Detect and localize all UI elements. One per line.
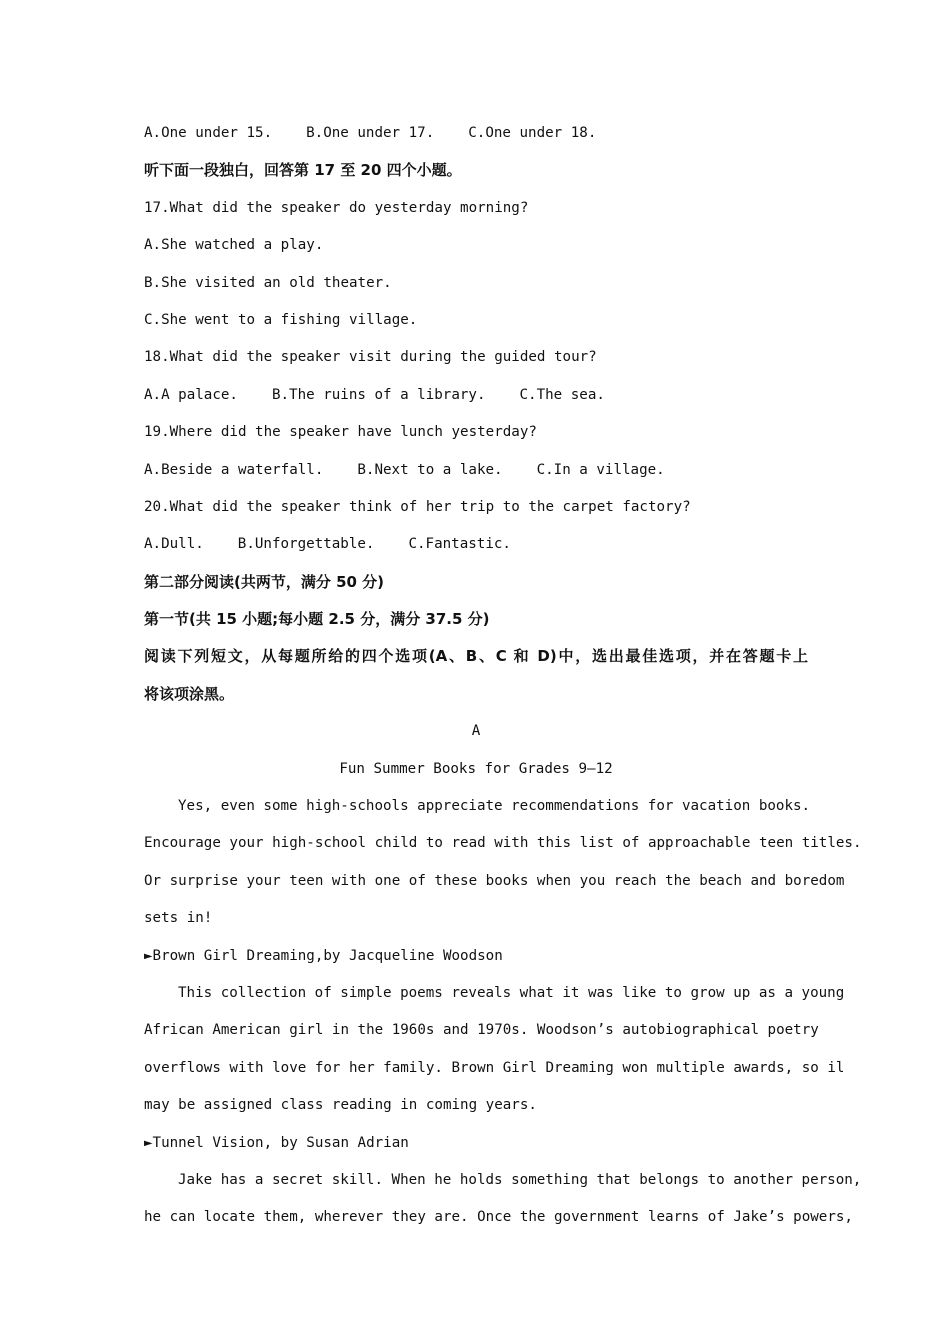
section-one-heading: 第一节(共 15 小题;每小题 2.5 分，满分 37.5 分) bbox=[144, 610, 490, 629]
options-row-16 bbox=[144, 115, 808, 152]
book-description-line: overflows with love for her family. Brown Girl Dreaming won multiple awards, so il bbox=[144, 1059, 845, 1076]
question-19: 19.Where did the speaker have lunch yesterday? bbox=[144, 424, 537, 441]
book-description-line: This collection of simple poems reveals what it was like to grow up as a young bbox=[178, 984, 845, 1001]
book-heading-brown-girl-dreaming: ►Brown Girl Dreaming,by Jacqueline Woodson bbox=[144, 947, 503, 964]
option-c: C.The sea. bbox=[519, 386, 605, 403]
option-b: B.Next to a lake. bbox=[357, 461, 503, 478]
intro-paragraph-line: Yes, even some high-schools appreciate recommendations for vacation books. bbox=[178, 798, 811, 815]
option-a: A.Dull. bbox=[144, 536, 204, 553]
passage-title: Fun Summer Books for Grades 9—12 bbox=[339, 760, 613, 777]
passage-letter: A bbox=[471, 723, 481, 740]
option-b: B.Unforgettable. bbox=[237, 536, 375, 553]
intro-paragraph-line: sets in! bbox=[144, 910, 213, 927]
options-row-20 bbox=[144, 526, 808, 563]
instruction-17-20: 听下面一段独白，回答第 17 至 20 四个小题。 bbox=[144, 161, 462, 180]
question-20: 20.What did the speaker think of her trip to the carpet factory? bbox=[144, 498, 691, 515]
book-description-line: Jake has a secret skill. When he holds something that belongs to another person, bbox=[178, 1171, 862, 1188]
question-17: 17.What did the speaker do yesterday morning? bbox=[144, 199, 529, 216]
reading-directions-cont: 将该项涂黑。 bbox=[144, 684, 235, 703]
option-a: A.Beside a waterfall. bbox=[144, 461, 324, 478]
option-c: C.Fantastic. bbox=[408, 536, 511, 553]
option-b: B.One under 17. bbox=[306, 125, 435, 141]
part-two-heading: 第二部分阅读(共两节，满分 50 分) bbox=[144, 572, 385, 591]
option-c: C.In a village. bbox=[536, 461, 665, 478]
question-17-option-c: C.She went to a fishing village. bbox=[144, 311, 418, 328]
options-row-18 bbox=[144, 377, 808, 414]
book-description-line: he can locate them, wherever they are. Once the government learns of Jake’s powers, bbox=[144, 1209, 853, 1226]
book-heading-tunnel-vision: ►Tunnel Vision, by Susan Adrian bbox=[144, 1134, 409, 1151]
book-description-line: may be assigned class reading in coming years. bbox=[144, 1097, 537, 1114]
options-row-19 bbox=[144, 452, 808, 489]
option-b: B.The ruins of a library. bbox=[271, 386, 486, 403]
intro-paragraph-line: Or surprise your teen with one of these books when you reach the beach and boredom bbox=[144, 872, 845, 889]
option-a: A.A palace. bbox=[144, 386, 238, 403]
book-description-line: African American girl in the 1960s and 1970s. Woodson’s autobiographical poetry bbox=[144, 1022, 819, 1039]
option-a: A.One under 15. bbox=[144, 125, 273, 141]
exam-page bbox=[144, 115, 862, 1237]
option-c: C.One under 18. bbox=[468, 125, 597, 141]
question-17-option-b: B.She visited an old theater. bbox=[144, 274, 392, 291]
question-18: 18.What did the speaker visit during the guided tour? bbox=[144, 349, 597, 366]
reading-directions: 阅读下列短文，从每题所给的四个选项(A、B、C 和 D)中，选出最佳选项，并在答题卡上 bbox=[144, 647, 808, 666]
intro-paragraph-line: Encourage your high-school child to read with this list of approachable teen titles. bbox=[144, 835, 862, 852]
question-17-option-a: A.She watched a play. bbox=[144, 237, 324, 254]
